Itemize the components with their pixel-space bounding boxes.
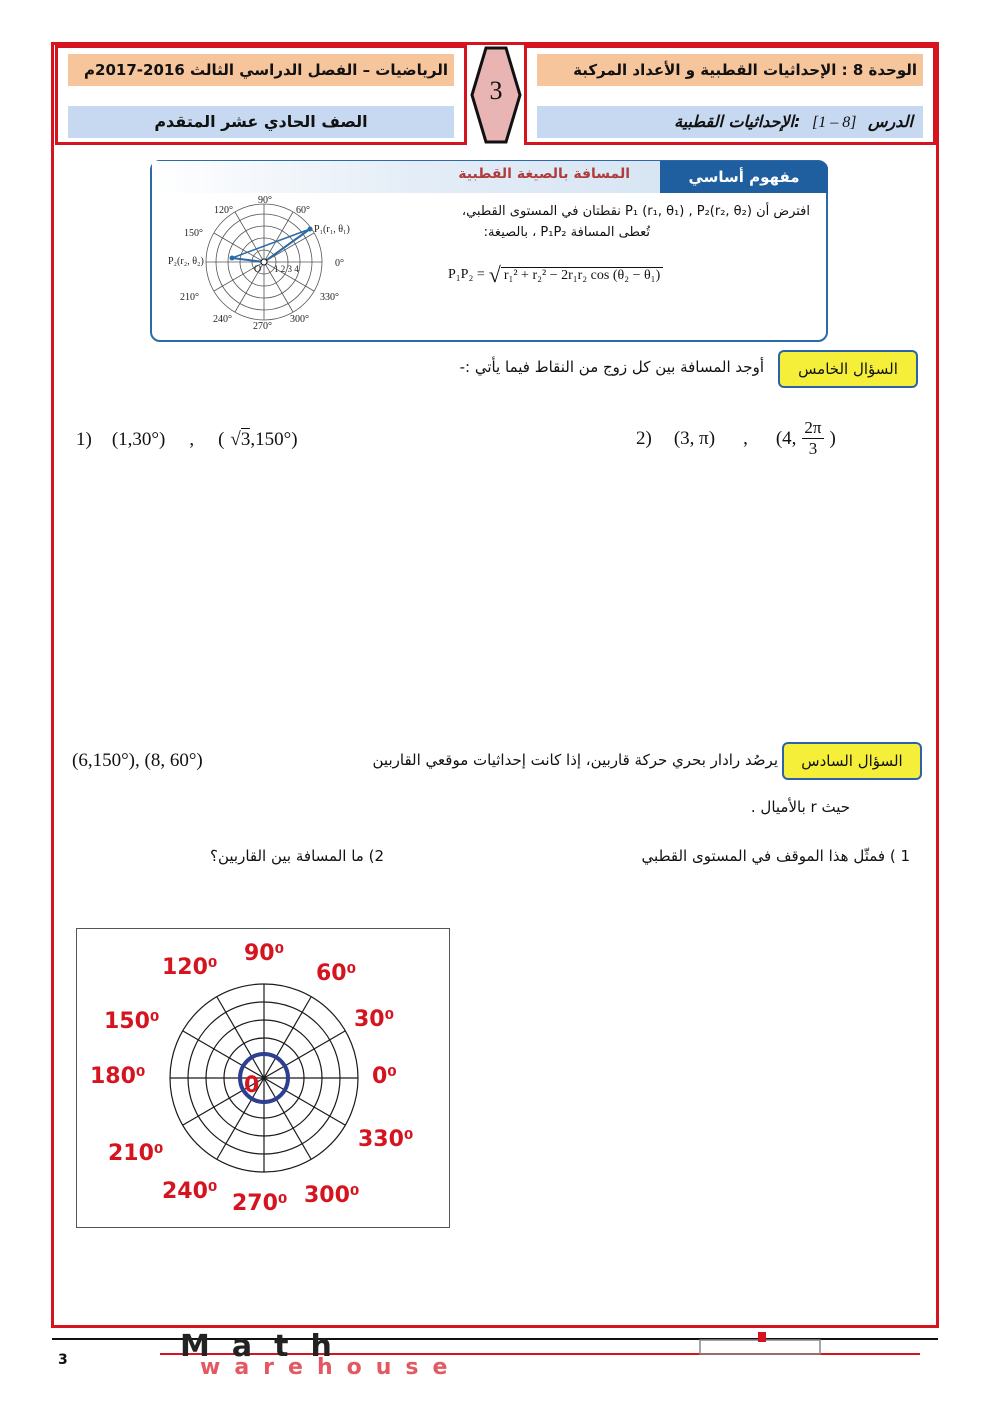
- point-b-close: ): [829, 427, 836, 449]
- segment-op2: [232, 258, 264, 262]
- lesson-number: [8 – 1]: [811, 114, 857, 131]
- grid-angle-label: 240⁰: [162, 1179, 218, 1204]
- grid-angle-label: 180⁰: [90, 1064, 146, 1089]
- header-unit-box: [524, 45, 936, 145]
- grid-angle-label: 150⁰: [104, 1009, 160, 1034]
- q6-part-1: 1 ) فمثّل هذا الموقف في المستوى القطبي: [641, 847, 910, 865]
- logo-bottom-text: warehouse: [200, 1355, 462, 1378]
- point-p1: [308, 227, 313, 232]
- lesson-label: الدرس: [868, 112, 913, 131]
- origin-label: O: [254, 264, 262, 275]
- unit-label: الوحدة 8 : الإحداثيات القطبية و الأعداد المركبة: [537, 54, 923, 86]
- grid-angle-label: 270⁰: [232, 1191, 288, 1216]
- q6-where: حيث r بالأميال .: [750, 798, 850, 816]
- angle-label: 0°: [335, 258, 344, 269]
- angle-label: 150°: [184, 228, 203, 239]
- page-badge-number: 3: [489, 76, 503, 105]
- point-b-rest: ,150°): [250, 428, 298, 450]
- q6-tag: السؤال السادس: [782, 742, 922, 780]
- grid-origin-label: 0: [244, 1073, 260, 1098]
- segment-p1p2: [232, 229, 310, 258]
- grid-angle-label: 60⁰: [316, 961, 357, 986]
- logo-top-text: Math: [180, 1330, 354, 1364]
- angle-label: 210°: [180, 292, 199, 303]
- q5-problem-2: [636, 418, 836, 459]
- point-b-open: (4,: [775, 427, 797, 449]
- logo-decoration: [700, 1340, 820, 1354]
- angle-label: 330°: [320, 292, 339, 303]
- polar-grid: [76, 928, 450, 1228]
- q5-tag: السؤال الخامس: [778, 350, 918, 388]
- point-origin: [261, 259, 267, 265]
- concept-line-1: افترض أن (P₁ (r₁, θ₁) , P₂(r₂, θ₂ نقطتان في المستوى القطبي،: [461, 204, 810, 219]
- separator: ,: [189, 428, 195, 450]
- angle-label: 240°: [213, 314, 232, 325]
- concept-polar-diagram: [160, 192, 380, 332]
- angle-label: 60°: [296, 205, 310, 216]
- lesson-row: [537, 106, 923, 138]
- angle-label: 120°: [214, 205, 233, 216]
- q5-problem-1: [76, 428, 298, 451]
- angle-label: 270°: [253, 321, 272, 332]
- key-concept-title: المسافة بالصيغة القطبية: [458, 166, 630, 182]
- fraction: [802, 418, 823, 459]
- point-b-open: (: [218, 428, 225, 450]
- q5-prompt: أوجد المسافة بين كل زوج من النقاط فيما يأتي :-: [459, 358, 764, 376]
- subject-label: الرياضيات – الفصل الدراسي الثالث 2016-2017م: [68, 54, 454, 86]
- point-p2: [230, 256, 235, 261]
- problem-number: 1): [76, 428, 92, 450]
- concept-line-2: تُعطى المسافة P₁P₂ ، بالصيغة:: [483, 225, 650, 240]
- distance-formula: [448, 262, 768, 288]
- key-concept-tab: مفهوم أساسي: [660, 161, 828, 193]
- formula-radical-icon: √: [488, 262, 501, 287]
- radicand: 3: [240, 429, 251, 450]
- axis-tick-labels: 1 2 3 4: [274, 264, 299, 274]
- footer-page-number: 3: [58, 1352, 68, 1368]
- grid-angle-label: 120⁰: [162, 955, 218, 980]
- problem-number: 2): [636, 427, 652, 449]
- angle-label: 300°: [290, 314, 309, 325]
- q6-coordinates: (6,150°), (8, 60°): [72, 750, 203, 771]
- header-subject-box: [55, 45, 467, 145]
- grid-angle-label: 210⁰: [108, 1141, 164, 1166]
- formula-rhs: r₁² + r₂² − 2r₁r₂ cos (θ₂ − θ₁): [501, 267, 663, 284]
- q6-part-2: 2) ما المسافة بين القاربين؟: [210, 847, 384, 865]
- angle-label: 90°: [258, 195, 272, 206]
- point-a: (3, π): [673, 427, 716, 449]
- grid-angle-label: 0⁰: [372, 1064, 397, 1089]
- separator: ,: [743, 427, 748, 449]
- grid-angle-label: 330⁰: [358, 1127, 414, 1152]
- numerator: 2π: [804, 418, 822, 437]
- footer-logo: [140, 1330, 930, 1378]
- q6-text: يرصُد رادار بحري حركة قاربين، إذا كانت إحداثيات موقعي القاربين: [372, 751, 778, 769]
- formula-lhs: P₁P₂ =: [448, 267, 485, 282]
- grade-label: الصف الحادي عشر المتقدم: [68, 106, 454, 138]
- p2-label: P₂(r₂, θ₂): [168, 256, 204, 267]
- denominator: 3: [808, 439, 818, 458]
- radical-icon: √: [230, 428, 241, 450]
- logo-decoration: [758, 1332, 766, 1342]
- lesson-title: :الإحداثيات القطبية: [674, 112, 801, 131]
- grid-angle-label: 30⁰: [354, 1007, 395, 1032]
- grid-angle-label: 300⁰: [304, 1183, 360, 1208]
- grid-angle-label: 90⁰: [244, 941, 285, 966]
- point-a: (1,30°): [111, 428, 166, 450]
- p1-label: P₁(r₁, θ₁): [314, 224, 350, 235]
